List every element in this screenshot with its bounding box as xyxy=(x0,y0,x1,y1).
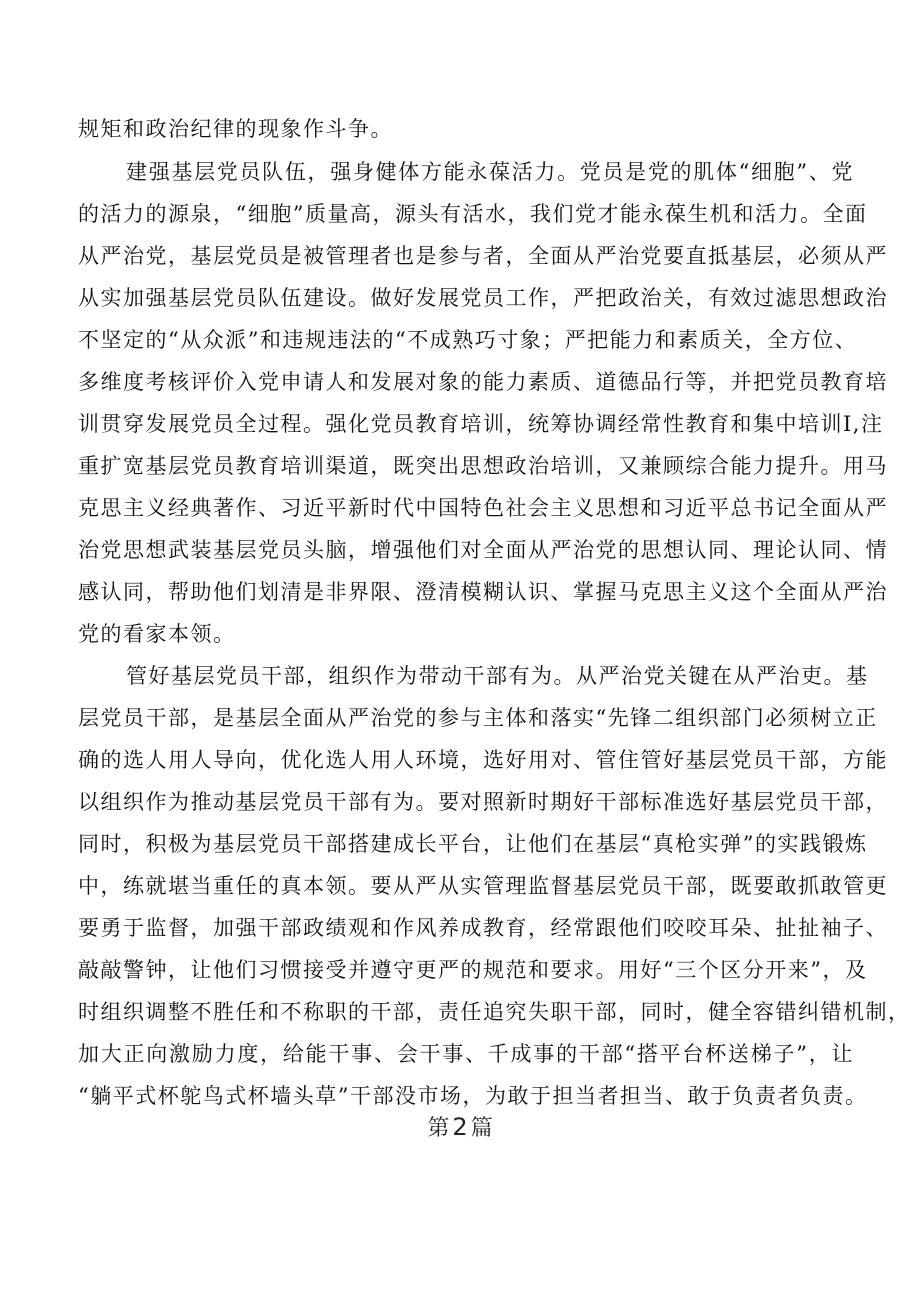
paragraph-2-line-8: 重扩宽基层党员教育培训渠道，既突出思想政治培训，又兼顾综合能力提升。用马 xyxy=(78,454,888,478)
paragraph-2-line-2: 的活力的源泉，“细胞”质量高，源头有活水，我们党才能永葆生机和活力。全面 xyxy=(78,202,868,226)
paragraph-2-line-12: 党的看家本领。 xyxy=(78,622,236,646)
paragraph-1-line-1: 规矩和政治纪律的现象作斗争。 xyxy=(78,117,393,141)
paragraph-3-line-10: 加大正向激励力度，给能干事、会干事、千成事的干部“搭平台杯送梯子”，让 xyxy=(78,1042,854,1066)
paragraph-2-line-5: 不坚定的“从众派”和违规违法的“不成熟巧寸象；严把能力和素质关，全方位、 xyxy=(78,328,858,352)
paragraph-3-line-3: 确的选人用人导向，优化选人用人环境，选好用对、管住管好基层党员干部，方能 xyxy=(78,748,888,772)
paragraph-3-line-1: 管好基层党员干部，组织作为带动干部有为。从严治党关键在从严治吏。基 xyxy=(126,664,869,688)
paragraph-2-line-3: 从严治党，基层党员是被管理者也是参与者，全面从严治党要直抵基层，必须从严 xyxy=(78,244,888,268)
paragraph-3-line-8: 敲敲警钟，让他们习惯接受并遵守更严的规范和要求。用好“三个区分开来”，及 xyxy=(78,958,868,982)
paragraph-2-line-1: 建强基层党员队伍，强身健体方能永葆活力。党员是党的肌体“细胞”、党 xyxy=(126,160,854,184)
paragraph-2-line-9: 克思主义经典著作、习近平新时代中国特色社会主义思想和习近平总书记全面从严 xyxy=(78,496,888,520)
paragraph-3-line-6: 中，练就堪当重任的真本领。要从严从实管理监督基层党员干部，既要敢抓敢管更 xyxy=(78,874,888,898)
paragraph-3-line-11: “躺平式杯鸵鸟式杯墙头草”干部没市场，为敢于担当者担当、敢于负责者负责。 xyxy=(78,1084,868,1108)
paragraph-2-line-7: 训贯穿发展党员全过程。强化党员教育培训，统筹协调经常性教育和集中培训Ⅰ,注 xyxy=(78,412,884,436)
section-heading xyxy=(0,1110,920,1146)
section-heading-suffix: 篇 xyxy=(470,1116,493,1141)
paragraph-3-line-2: 层党员干部，是基层全面从严治党的参与主体和落实“先锋二组织部门必须树立正 xyxy=(78,706,878,730)
paragraph-2-line-6: 多维度考核评价入党申请人和发展对象的能力素质、道德品行等，并把党员教育培 xyxy=(78,370,888,394)
paragraph-3-line-4: 以组织作为推动基层党员干部有为。要对照新时期好干部标准选好基层党员干部， xyxy=(78,790,888,814)
paragraph-2-line-4: 从实加强基层党员队伍建设。做好发展党员工作，严把政治关，有效过滤思想政治 xyxy=(78,286,888,310)
paragraph-2-line-10: 治党思想武装基层党员头脑，增强他们对全面从严治党的思想认同、理论认同、情 xyxy=(78,538,888,562)
section-heading-number: 2 xyxy=(452,1113,468,1141)
paragraph-3-line-9: 时组织调整不胜任和不称职的干部，责任追究失职干部，同时，健全容错纠错机制， xyxy=(78,1000,911,1024)
paragraph-3-line-5: 同时，积极为基层党员干部搭建成长平台，让他们在基层“真枪实弹”的实践锻炼 xyxy=(78,832,868,856)
paragraph-2-line-11: 感认同，帮助他们划清是非界限、澄清模糊认识、掌握马克思主义这个全面从严治 xyxy=(78,580,888,604)
paragraph-3-line-7: 要勇于监督，加强干部政绩观和作风养成教育，经常跟他们咬咬耳朵、扯扯袖子、 xyxy=(78,916,888,940)
section-heading-prefix: 第 xyxy=(427,1116,450,1141)
